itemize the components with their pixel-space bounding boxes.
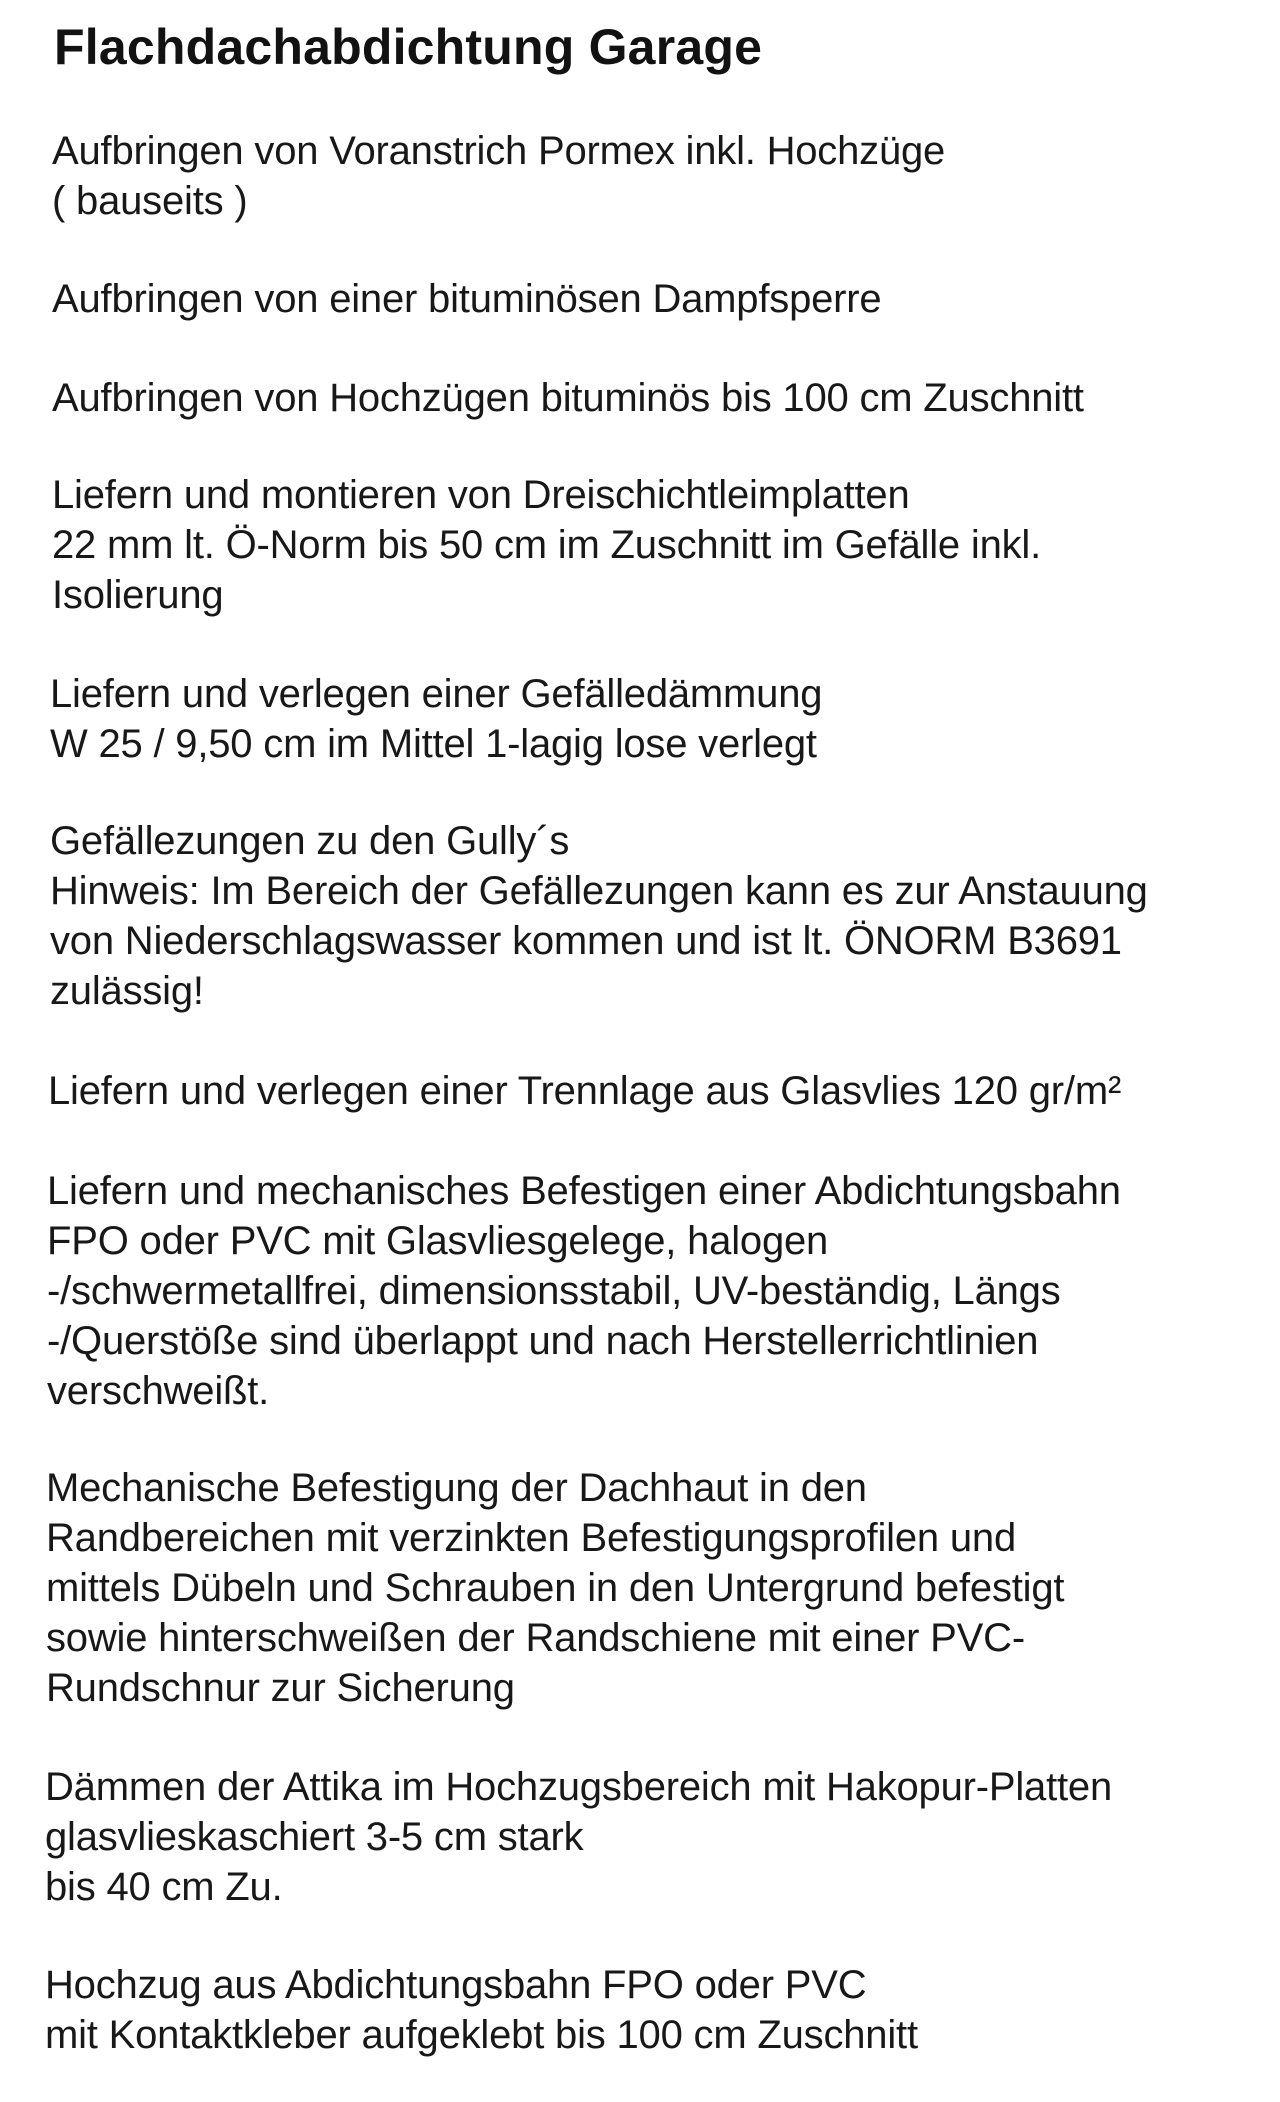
- section-line: Gefällezungen zu den Gully´s: [50, 819, 570, 863]
- section-abdichtungsbahn: [47, 1166, 1121, 1416]
- section-line: 22 mm lt. Ö-Norm bis 50 cm im Zuschnitt im Gefälle inkl.: [52, 523, 1042, 567]
- section-line: glasvlieskaschiert 3-5 cm stark: [45, 1815, 584, 1859]
- document-title: Flachdachabdichtung Garage: [54, 19, 763, 75]
- section-line: -/Querstöße sind überlappt und nach Herstellerrichtlinien: [47, 1319, 1039, 1363]
- section-line: Liefern und verlegen einer Gefälledämmung: [50, 672, 823, 716]
- section-trennlage: [48, 1066, 1121, 1116]
- section-line: Randbereichen mit verzinkten Befestigungsprofilen und: [46, 1516, 1016, 1560]
- section-line: bis 40 cm Zu.: [45, 1865, 283, 1909]
- section-line: Liefern und mechanisches Befestigen einer Abdichtungsbahn: [47, 1169, 1121, 1213]
- section-line: Aufbringen von Voranstrich Pormex inkl. Hochzüge: [52, 129, 946, 173]
- section-line: Aufbringen von Hochzügen bituminös bis 100 cm Zuschnitt: [52, 376, 1084, 420]
- section-dreischichtleimplatten: [52, 470, 1041, 620]
- section-mechanische-befestigung: [46, 1463, 1064, 1713]
- section-line: mit Kontaktkleber aufgeklebt bis 100 cm Zuschnitt: [45, 2013, 918, 2057]
- section-line: W 25 / 9,50 cm im Mittel 1-lagig lose verlegt: [50, 722, 817, 766]
- section-attika-daemmung: [45, 1762, 1112, 1912]
- section-hochzuege-bituminoes: [52, 373, 1084, 423]
- section-line: Isolierung: [52, 573, 224, 617]
- section-line: sowie hinterschweißen der Randschiene mit einer PVC-: [46, 1616, 1025, 1660]
- section-line: Hinweis: Im Bereich der Gefällezungen kann es zur Anstauung: [50, 869, 1148, 913]
- section-line: Liefern und montieren von Dreischichtleimplatten: [52, 473, 910, 517]
- section-line: zulässig!: [50, 969, 204, 1013]
- section-line: mittels Dübeln und Schrauben in den Untergrund befestigt: [46, 1566, 1065, 1610]
- section-dampfsperre: [52, 274, 881, 324]
- section-line: FPO oder PVC mit Glasvliesgelege, halogen: [47, 1219, 829, 1263]
- section-line: Liefern und verlegen einer Trennlage aus Glasvlies 120 gr/m²: [48, 1069, 1122, 1113]
- section-line: ( bauseits ): [52, 179, 248, 223]
- section-gefaellezungen: [50, 816, 1148, 1016]
- section-line: von Niederschlagswasser kommen und ist lt. ÖNORM B3691: [50, 919, 1122, 963]
- section-line: Dämmen der Attika im Hochzugsbereich mit Hakopur-Platten: [45, 1765, 1113, 1809]
- section-voranstrich: [52, 126, 945, 226]
- section-line: Mechanische Befestigung der Dachhaut in den: [46, 1466, 867, 1510]
- section-line: Rundschnur zur Sicherung: [46, 1666, 515, 1710]
- section-line: verschweißt.: [47, 1369, 270, 1413]
- section-hochzug-abdichtungsbahn: [45, 1960, 918, 2060]
- section-line: Aufbringen von einer bituminösen Dampfsperre: [52, 277, 882, 321]
- section-gefaelledaemmung: [50, 669, 822, 769]
- section-line: Hochzug aus Abdichtungsbahn FPO oder PVC: [45, 1963, 867, 2007]
- section-line: -/schwermetallfrei, dimensionsstabil, UV-beständig, Längs: [47, 1269, 1061, 1313]
